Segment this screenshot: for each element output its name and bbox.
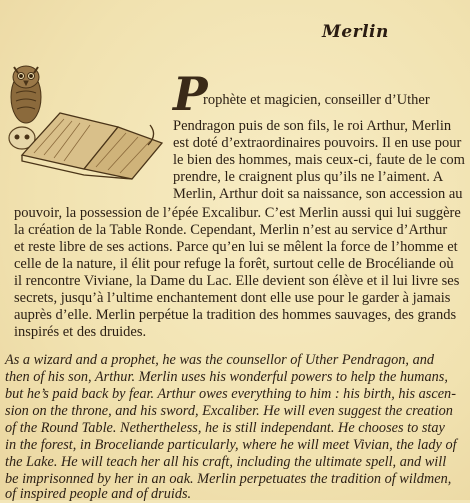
english-line: the Lake. He will teach her all his craft, including the ultimate spell, and will [5,454,447,470]
french-line: pouvoir, la possession de l’épée Excalibur. C’est Merlin aussi qui lui suggère [14,205,461,221]
english-line: in the forest, in Broceliande particularly, where he will meet Vivian, the lady of [5,437,457,453]
french-line: inspirés et des druides. [14,324,147,340]
page-title: Merlin [322,22,389,42]
english-line: then of his son, Arthur. Merlin uses his wonderful powers to help the humans, [5,369,448,385]
drop-cap [172,67,208,121]
owl-icon [11,66,41,123]
french-line: Merlin, Arthur doit sa naissance, son accession au [173,186,463,202]
french-line: et reste libre de ses actions. Parce qu’en lui se mêlent la force de l’homme et [14,239,458,255]
svg-text:P: P [173,67,208,121]
french-line: secrets, jusqu’à l’ultime enchantement dont elle use pour le garder à jamais [14,290,451,306]
french-line: celle de la nature, il élit pour refuge la forêt, surtout celle de Brocéliande où [14,256,454,272]
open-book-icon [22,113,162,179]
english-line: As a wizard and a prophet, he was the counsellor of Uther Pendragon, and [5,352,435,368]
french-line: rophète et magicien, conseiller d’Uther [203,92,430,108]
french-line: la création de la Table Ronde. Cependant, Merlin n’est au service d’Arthur [14,222,448,238]
french-line: prendre, le craignent plus qu’ils ne l’aiment. A [173,169,444,185]
french-line: le bien des hommes, mais ceux-ci, faute de le com [173,152,465,168]
english-line: of inspired people and of druids. [5,486,192,502]
english-line: be imprisonned by her in an oak. Merlin perpetuates the tradition of wildmen, [5,471,452,487]
french-line: il rencontre Viviane, la Dame du Lac. Elle devient son élève et il lui livre ses [14,273,460,289]
french-line: Pendragon puis de son fils, le roi Arthur, Merlin [173,118,452,134]
english-line: but he’s paid back by fear. Arthur owes everything to him : his birth, his ascen- [5,386,456,402]
french-line: auprès d’elle. Merlin perpétue la tradition des hommes sauvages, des grands [14,307,457,323]
english-line: of the Round Table. Nethertheless, he is still independant. He chooses to stay [5,420,445,436]
owl-and-book-illustration [0,55,170,180]
english-line: sion on the throne, and his sword, Excaliber. He will even suggest the creation [5,403,453,419]
french-line: est doté d’extraordinaires pouvoirs. Il en use pour [173,135,462,151]
